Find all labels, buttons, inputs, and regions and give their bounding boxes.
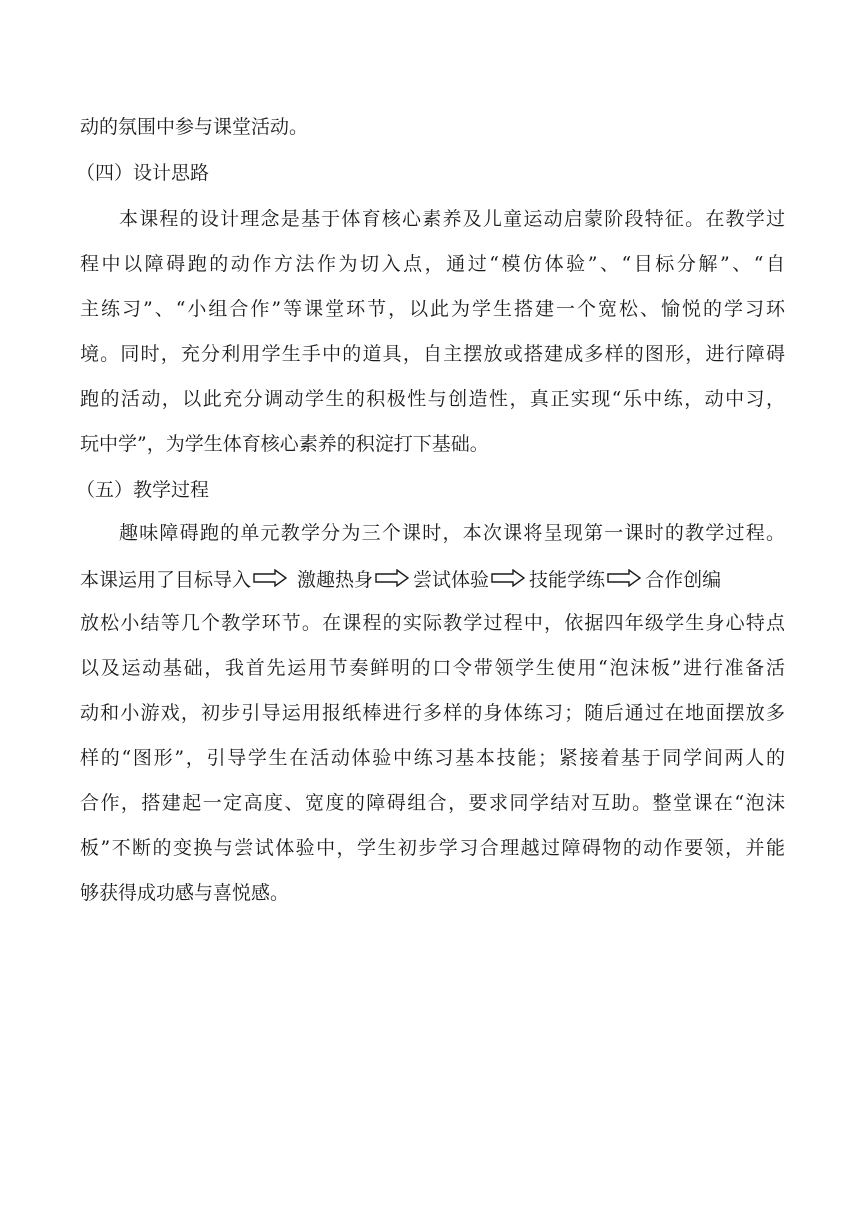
flow-prefix: 本课运用了目标导入 xyxy=(80,568,252,591)
paragraph-line: 合作，搭建起一定高度、宽度的障碍组合，要求同学结对互助。整堂课在“泡沫 xyxy=(80,792,785,814)
right-arrow-icon xyxy=(375,569,409,587)
paragraph-line: 样的“图形”，引导学生在活动体验中练习基本技能；紧接着基于同学间两人的 xyxy=(80,747,785,769)
paragraph-line: 跑的活动，以此充分调动学生的积极性与创造性，真正实现“乐中练，动中习， xyxy=(80,388,785,410)
right-arrow-icon xyxy=(253,569,287,587)
paragraph-line: 主练习”、“小组合作”等课堂环节，以此为学生搭建一个宽松、愉悦的学习环 xyxy=(80,298,785,320)
paragraph-line: 放松小结等几个教学环节。在课程的实际教学过程中，依据四年级学生身心特点 xyxy=(80,612,785,634)
flow-step: 激趣热身 xyxy=(297,568,374,591)
paragraph-line: 程中以障碍跑的动作方法作为切入点，通过“模仿体验”、“目标分解”、“自 xyxy=(80,253,785,275)
right-arrow-icon xyxy=(491,569,525,587)
teaching-flow xyxy=(80,565,721,591)
section-heading-design: （四）设计思路 xyxy=(76,162,210,184)
paragraph-line: 动和小游戏，初步引导运用报纸棒进行多样的身体练习；随后通过在地面摆放多 xyxy=(80,702,785,724)
paragraph-line: 玩中学”，为学生体育核心素养的积淀打下基础。 xyxy=(80,433,489,455)
flow-step: 技能学练 xyxy=(529,568,606,591)
section-heading-process: （五）教学过程 xyxy=(76,479,210,501)
paragraph-line: 够获得成功感与喜悦感。 xyxy=(80,882,290,904)
paragraph-line: 本课程的设计理念是基于体育核心素养及儿童运动启蒙阶段特征。在教学过 xyxy=(119,208,785,230)
paragraph-line: 趣味障碍跑的单元教学分为三个课时，本次课将呈现第一课时的教学过程。 xyxy=(119,522,785,544)
flow-step: 尝试体验 xyxy=(413,568,490,591)
paragraph-line: 板”不断的变换与尝试体验中，学生初步学习合理越过障碍物的动作要领，并能 xyxy=(80,837,785,859)
flow-step: 合作创编 xyxy=(645,568,722,591)
continuation-line: 动的氛围中参与课堂活动。 xyxy=(80,116,309,138)
paragraph-line: 境。同时，充分利用学生手中的道具，自主摆放或搭建成多样的图形，进行障碍 xyxy=(80,343,785,365)
paragraph-line: 以及运动基础，我首先运用节奏鲜明的口令带领学生使用“泡沫板”进行准备活 xyxy=(80,657,785,679)
right-arrow-icon xyxy=(607,569,641,587)
